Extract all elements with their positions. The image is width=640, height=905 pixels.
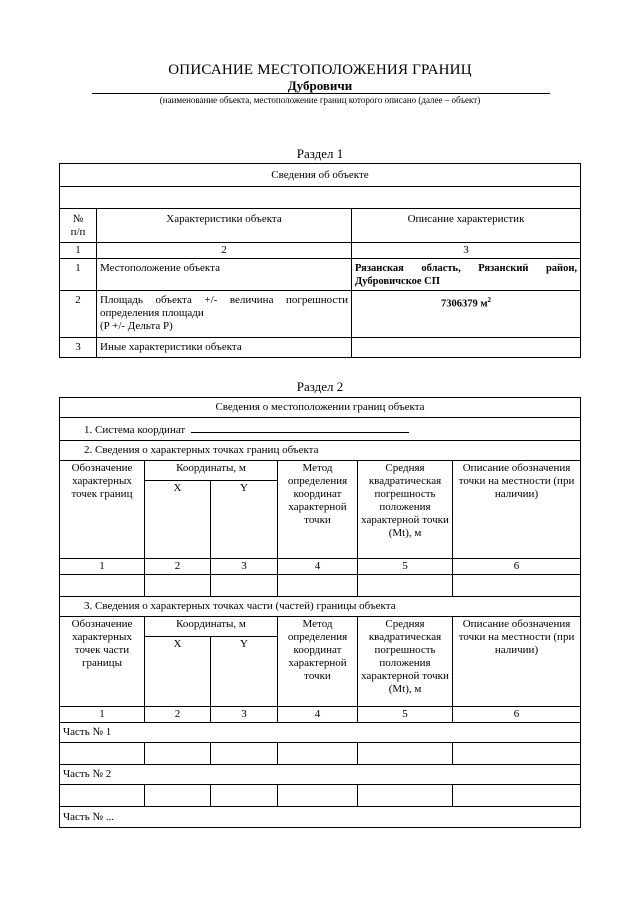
colnum: 3: [211, 707, 278, 723]
header-y: Y: [211, 637, 278, 707]
part-label: Часть № 1: [60, 723, 581, 743]
part-label: Часть № ...: [60, 807, 581, 828]
section2-table: [59, 397, 581, 828]
row-characteristic: Иные характеристики объекта: [97, 338, 352, 358]
colnum: 1: [60, 707, 145, 723]
title-underline: [92, 93, 550, 94]
section1-table: [59, 163, 581, 358]
header-characteristic: Характеристики объекта: [97, 209, 352, 243]
row-num: 3: [60, 338, 97, 358]
header-coords: Координаты, м: [145, 461, 278, 481]
part-label: Часть № 2: [60, 765, 581, 785]
header-y: Y: [211, 481, 278, 559]
document-title: ОПИСАНИЕ МЕСТОПОЛОЖЕНИЯ ГРАНИЦ: [168, 62, 472, 78]
row-characteristic: Местоположение объекта: [97, 259, 352, 291]
header-point-description: Описание обозначения точки на местности (при наличии): [453, 461, 581, 559]
row-description: [352, 338, 581, 358]
header-x: X: [145, 481, 211, 559]
header-point-part: Обозначение характерных точек части границы: [60, 617, 145, 707]
header-accuracy: Средняя квадратическая погрешность положения характерной точки (Mt), м: [358, 617, 453, 707]
location-line1: Рязанская область, Рязанский район,: [355, 263, 578, 274]
coord-system-blank: [191, 422, 409, 433]
row-num: 1: [60, 259, 97, 291]
object-name-note: (наименование объекта, местоположение границ которого описано (далее – объект): [159, 95, 481, 105]
colnum: 3: [211, 559, 278, 575]
area-value: 7306379 м: [440, 298, 488, 310]
header-accuracy: Средняя квадратическая погрешность положения характерной точки (Mt), м: [358, 461, 453, 559]
row-description: [352, 259, 581, 291]
parts-title: 3. Сведения о характерных точках части (частей) границы объекта: [60, 597, 581, 617]
header-method: Метод определения координат характерной точки: [278, 617, 358, 707]
colnum: 4: [278, 707, 358, 723]
colnum: 1: [60, 559, 145, 575]
section1-caption: Сведения об объекте: [60, 164, 581, 187]
table-row: [60, 785, 581, 807]
coord-system-row: [60, 418, 581, 441]
table-row: [60, 575, 581, 597]
section2-title: Раздел 2: [296, 379, 344, 394]
section1-title: Раздел 1: [296, 146, 344, 161]
section1-empty-row: [60, 187, 581, 209]
table-row: [60, 743, 581, 765]
colnum: 6: [453, 707, 581, 723]
header-point: Обозначение характерных точек границ: [60, 461, 145, 559]
row-description: [352, 291, 581, 338]
section2-caption: Сведения о местоположении границ объекта: [60, 398, 581, 418]
header-num: № п/п: [60, 209, 97, 243]
area-unit-sup: 2: [487, 296, 492, 304]
colnum: 4: [278, 559, 358, 575]
header-description: Описание характеристик: [352, 209, 581, 243]
object-name: Дубровичи: [287, 78, 353, 93]
row-num: 2: [60, 291, 97, 338]
header-method: Метод определения координат характерной точки: [278, 461, 358, 559]
location-line2: Дубровичское СП: [355, 276, 440, 287]
points-title: 2. Сведения о характерных точках границ объекта: [60, 441, 581, 461]
colnum: 2: [97, 243, 352, 259]
header-coords: Координаты, м: [145, 617, 278, 637]
header-point-description: Описание обозначения точки на местности (при наличии): [453, 617, 581, 707]
colnum: 2: [145, 707, 211, 723]
colnum: 6: [453, 559, 581, 575]
colnum: 5: [358, 707, 453, 723]
header-x: X: [145, 637, 211, 707]
colnum: 2: [145, 559, 211, 575]
row-characteristic: Площадь объекта +/- величина погрешности определения площади (P +/- Дельта P): [97, 291, 352, 338]
coord-system-label: 1. Система координат: [84, 423, 186, 436]
colnum: 5: [358, 559, 453, 575]
colnum: 3: [352, 243, 581, 259]
colnum: 1: [60, 243, 97, 259]
